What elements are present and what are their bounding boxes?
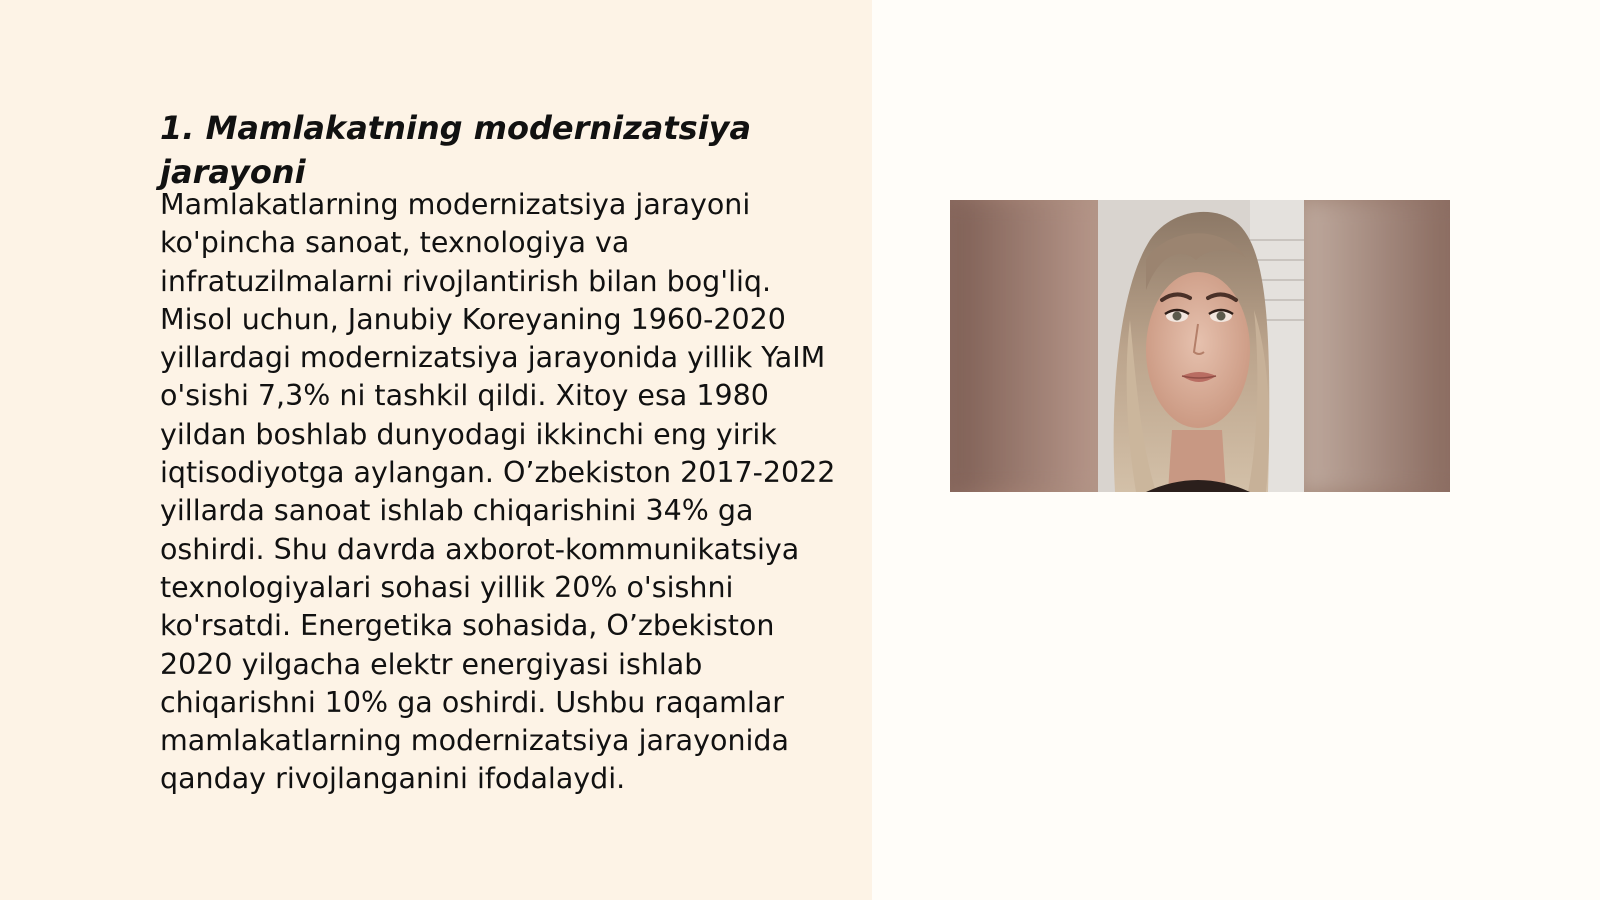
portrait-illustration — [950, 200, 1450, 492]
portrait-photo — [950, 200, 1450, 492]
slide-title: 1. Mamlakatning modernizatsiya jarayoni — [160, 109, 752, 191]
slide-body-text: Mamlakatlarning modernizatsiya jarayoni ko'pincha sanoat, texnologiya va infratuzilmalarni rivojlantirish bilan bog'liq. Misol uchun, Janubiy Koreyaning 1960-2020 yillardagi modernizatsiya jarayonida yillik YaIM o'sishi 7,3% ni tashkil qildi. Xitoy esa 1980 yildan boshlab dunyodagi ikkinchi eng yirik iqtisodiyotga aylangan. O’zbekiston 2017-2022 yillarda sanoat ishlab chiqarishini 34% ga oshirdi. Shu davrda axborot-kommunikatsiya texnologiyalari sohasi yillik 20% o'sishni ko'rsatdi. Energetika sohasida, O’zbekiston 2020 yilgacha elektr energiyasi ishlab chiqarishni 10% ga oshirdi. Ushbu raqamlar mamlakatlarning modernizatsiya jarayonida qanday rivojlanganini ifodalaydi. — [160, 188, 836, 796]
